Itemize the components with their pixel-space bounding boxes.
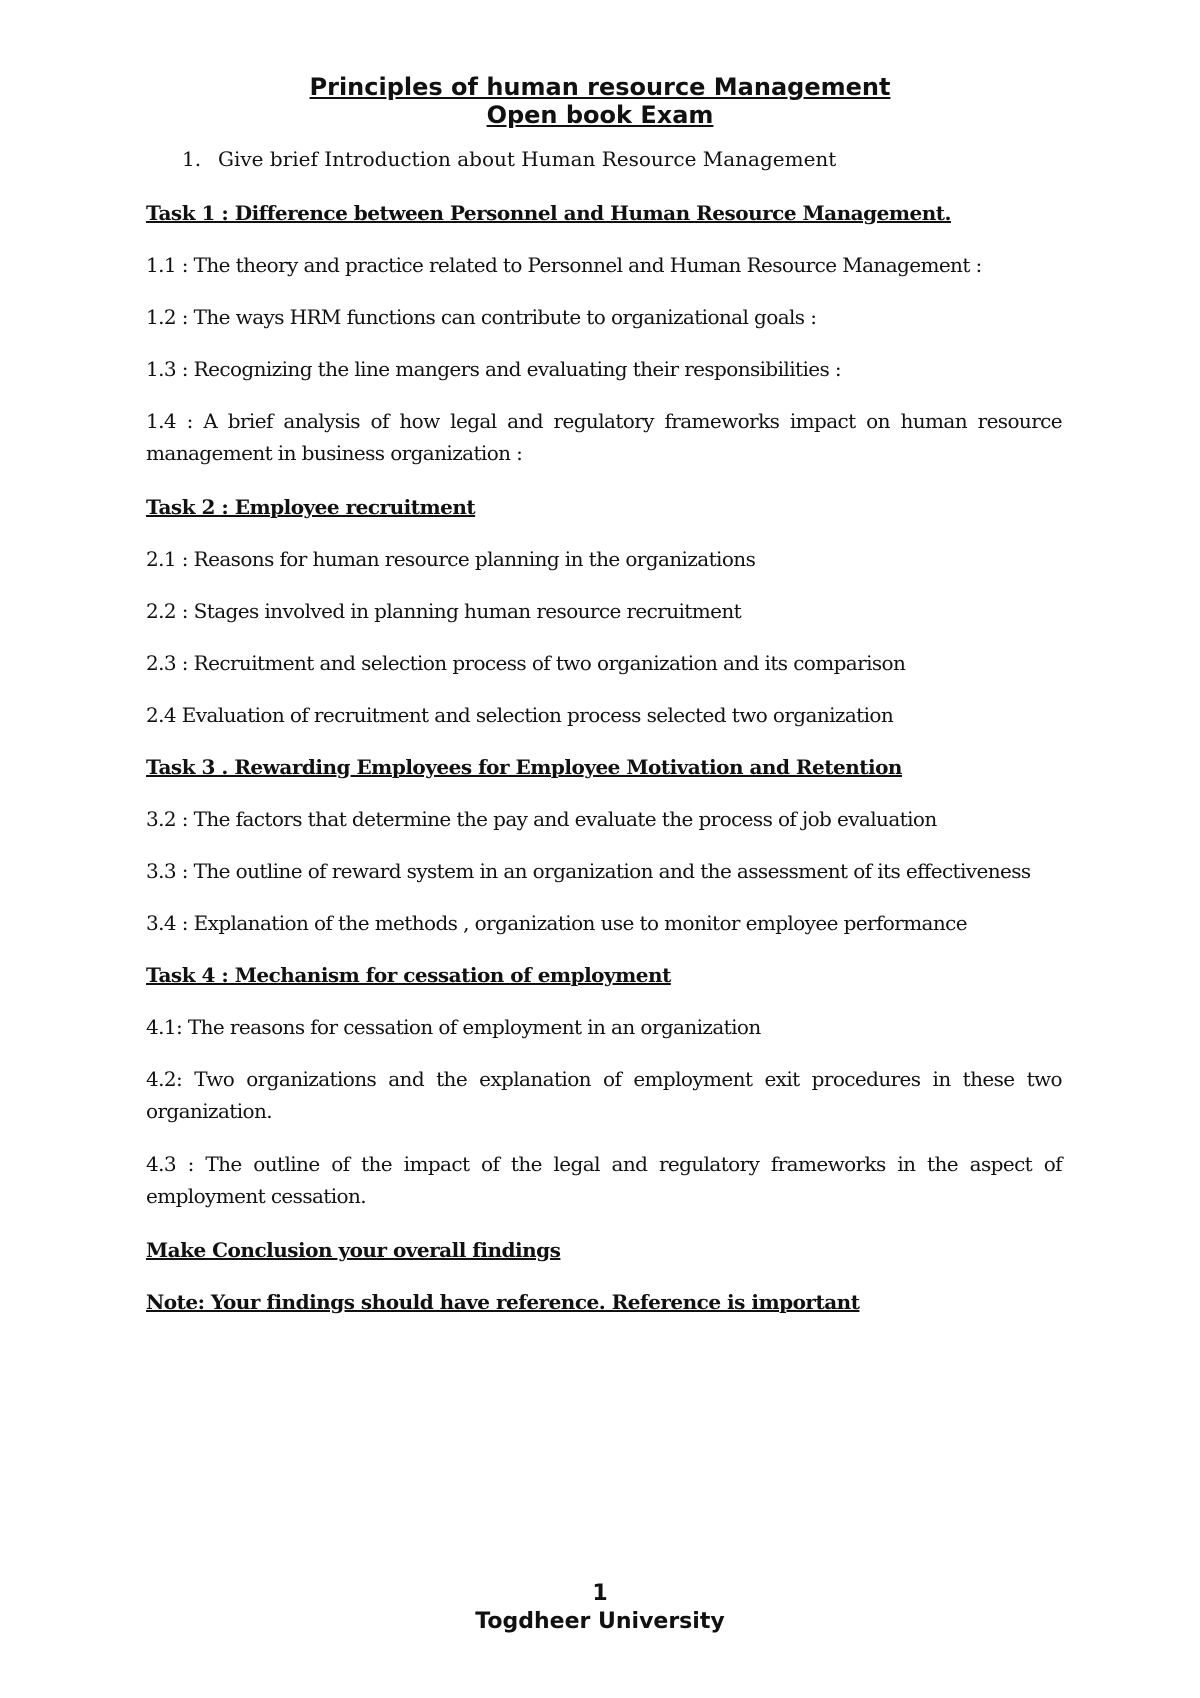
task3-item: 3.4 : Explanation of the methods , organization use to monitor employee performance [146, 911, 968, 935]
task3-item: 3.3 : The outline of reward system in an organization and the assessment of its effectiveness [146, 859, 1031, 883]
task3-item: 3.2 : The factors that determine the pay and evaluate the process of job evaluation [146, 807, 937, 831]
task4-heading: Task 4 : Mechanism for cessation of employment [146, 963, 671, 987]
task2-item: 2.1 : Reasons for human resource planning in the organizations [146, 547, 756, 571]
conclusion-instruction: Make Conclusion your overall findings [146, 1238, 561, 1262]
university-name: Togdheer University [475, 1609, 725, 1634]
task4-item: 4.1: The reasons for cessation of employment in an organization [146, 1015, 761, 1039]
task1-item: 1.1 : The theory and practice related to Personnel and Human Resource Management : [146, 253, 982, 277]
page-number: 1 [592, 1581, 608, 1606]
intro-question-number: 1. [182, 147, 202, 171]
task4-item: 4.2: Two organizations and the explanation of employment exit procedures in these two organization. [146, 1067, 1062, 1123]
document-title: Principles of human resource Management [309, 73, 891, 101]
task3-heading: Task 3 . Rewarding Employees for Employee Motivation and Retention [146, 755, 902, 779]
task4-item: 4.3 : The outline of the impact of the legal and regulatory frameworks in the aspect of employment cessation. [146, 1152, 1062, 1208]
task1-item: 1.2 : The ways HRM functions can contribute to organizational goals : [146, 305, 817, 329]
reference-note: Note: Your findings should have reference. Reference is important [146, 1290, 860, 1314]
task2-item: 2.2 : Stages involved in planning human resource recruitment [146, 599, 742, 623]
intro-question-text: Give brief Introduction about Human Resource Management [218, 147, 837, 171]
task1-item: 1.3 : Recognizing the line mangers and evaluating their responsibilities : [146, 357, 842, 381]
task1-heading: Task 1 : Difference between Personnel and Human Resource Management. [146, 201, 951, 225]
task2-item: 2.4 Evaluation of recruitment and selection process selected two organization [146, 703, 894, 727]
task2-item: 2.3 : Recruitment and selection process of two organization and its comparison [146, 651, 906, 675]
document-subtitle: Open book Exam [486, 101, 714, 129]
task2-heading: Task 2 : Employee recruitment [146, 495, 476, 519]
task1-item: 1.4 : A brief analysis of how legal and regulatory frameworks impact on human resource management in business organization : [146, 409, 1062, 465]
intro-question [182, 147, 837, 171]
